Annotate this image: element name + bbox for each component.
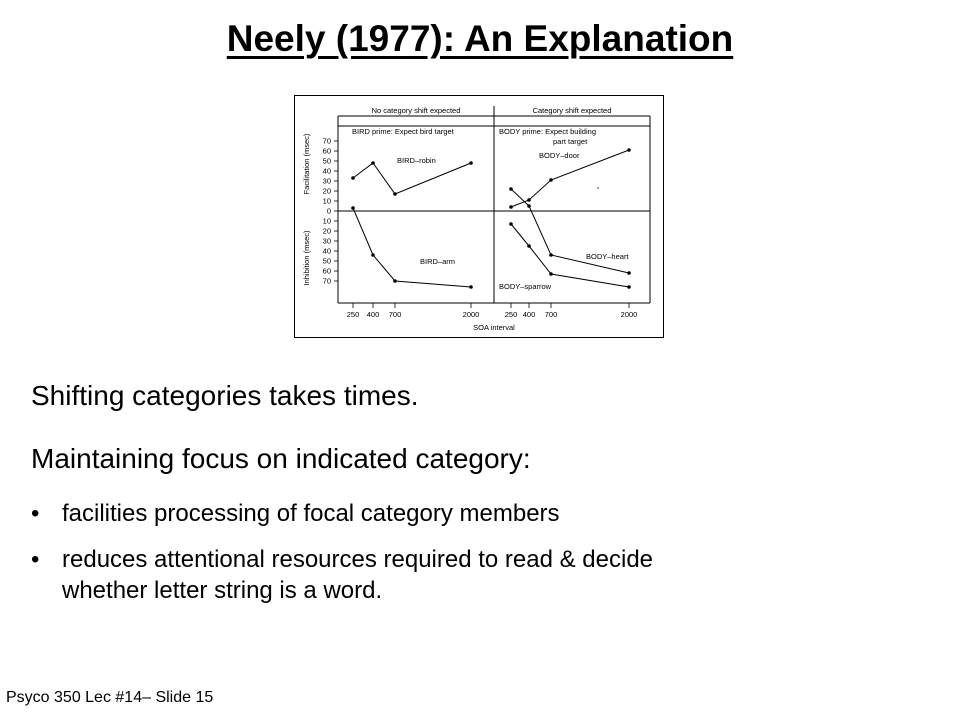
data-point	[549, 253, 553, 257]
y-tick-label: 70	[322, 276, 331, 286]
data-point	[393, 279, 397, 283]
data-point	[527, 244, 531, 248]
y-tick-label: 40	[322, 246, 331, 256]
x-tick-label: 400	[522, 310, 536, 319]
x-tick-label: 2000	[620, 310, 638, 319]
data-point	[469, 285, 473, 289]
header-left: No category shift expected	[371, 106, 461, 115]
series-line-0-1	[353, 208, 471, 287]
y-tick-label: 20	[322, 186, 331, 196]
series-layer	[351, 148, 631, 289]
subheader-right-line1: BODY prime: Expect building	[499, 127, 596, 136]
data-point	[527, 204, 531, 208]
bullet-text: facilities processing of focal category members	[62, 500, 560, 527]
y-tick-label: 50	[322, 156, 331, 166]
point-maintaining: Maintaining focus on indicated category:	[31, 443, 531, 474]
data-point	[527, 198, 531, 202]
neely-chart	[295, 96, 665, 339]
x-tick-label: 250	[346, 310, 360, 319]
bullet-text: reduces attentional resources required to read & decide whether letter string is a word.	[62, 546, 654, 604]
y-tick-label: 20	[322, 226, 331, 236]
label-bird-arm: BIRD–arm	[420, 257, 456, 266]
series-line-0-0	[353, 163, 471, 194]
data-point	[549, 178, 553, 182]
bullet-dot: •	[31, 500, 40, 527]
y-tick-label: 10	[322, 216, 331, 226]
data-point	[627, 148, 631, 152]
subheader-left: BIRD prime: Expect bird target	[352, 127, 454, 136]
label-bird-robin: BIRD–robin	[397, 156, 436, 165]
x-axis-label: SOA interval	[473, 323, 515, 332]
data-point	[509, 205, 513, 209]
y-tick-label: 60	[322, 266, 331, 276]
header-right: Category shift expected	[532, 106, 612, 115]
y-tick-label: 10	[322, 196, 331, 206]
y-tick-label: 60	[322, 146, 331, 156]
data-point	[393, 192, 397, 196]
x-tick-label: 400	[366, 310, 380, 319]
label-body-door: BODY–door	[539, 151, 580, 160]
x-tick-label: 700	[388, 310, 402, 319]
subheader-right-line2: part target	[553, 137, 588, 146]
y-ticks-top	[323, 137, 338, 216]
data-point	[371, 253, 375, 257]
point-shifting: Shifting categories takes times.	[31, 380, 419, 411]
x-tick-label: 700	[544, 310, 558, 319]
data-point	[351, 206, 355, 210]
y-tick-label: 40	[322, 166, 331, 176]
label-body-heart: BODY–heart	[586, 252, 629, 261]
y-ticks-bottom	[323, 217, 338, 286]
y-tick-label: 50	[322, 256, 331, 266]
data-point	[549, 272, 553, 276]
data-point	[627, 285, 631, 289]
y-tick-label: 0	[326, 206, 331, 216]
x-tick-label: 2000	[462, 310, 480, 319]
slide-footer: Psyco 350 Lec #14– Slide 15	[6, 689, 214, 706]
data-point	[509, 222, 513, 226]
y-tick-label: 30	[322, 236, 331, 246]
label-body-sparrow: BODY–sparrow	[499, 282, 552, 291]
data-point	[351, 176, 355, 180]
data-point	[509, 187, 513, 191]
neely-figure	[294, 95, 664, 338]
bullet-dot: •	[31, 546, 40, 573]
slide-title: Neely (1977): An Explanation	[226, 18, 734, 59]
data-point	[627, 271, 631, 275]
data-point	[371, 161, 375, 165]
x-tick-label: 250	[504, 310, 518, 319]
x-ticks	[347, 303, 638, 319]
y-label-top: Facilitation (msec)	[302, 133, 311, 195]
y-tick-label: 30	[322, 176, 331, 186]
y-tick-label: 70	[322, 136, 331, 146]
data-point	[469, 161, 473, 165]
y-label-bottom: Inhibition (msec)	[302, 230, 311, 286]
